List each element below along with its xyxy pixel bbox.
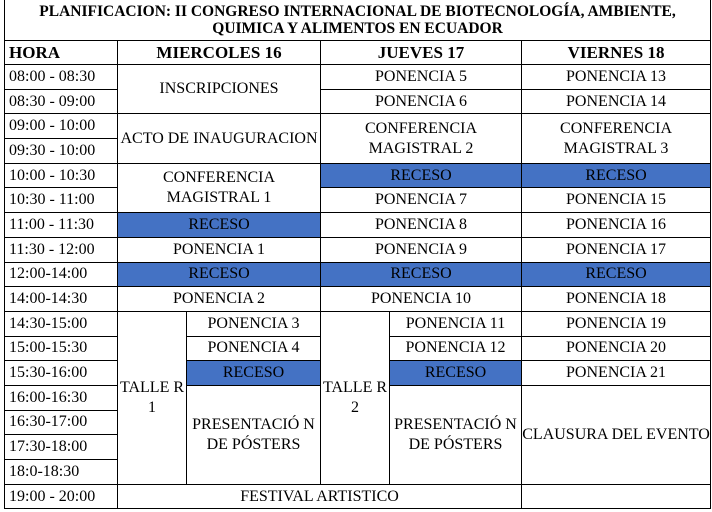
taller-cell: TALLE R 1 [118, 311, 187, 484]
time-cell: 10:30 - 11:00 [5, 188, 118, 213]
time-cell: 09:30 - 10:00 [5, 139, 118, 164]
event-cell: PONENCIA 1 [118, 237, 321, 262]
event-cell: PONENCIA 2 [118, 287, 321, 312]
event-cell: PONENCIA 18 [522, 287, 711, 312]
posters-cell: PRESENTACIÓ N DE PÓSTERS [390, 385, 522, 484]
event-cell: PONENCIA 4 [187, 336, 321, 361]
event-cell: CONFERENCIA MAGISTRAL 2 [321, 114, 522, 163]
time-cell: 08:30 - 09:00 [5, 89, 118, 114]
header-hora: HORA [5, 41, 118, 65]
receso-cell: RECESO [321, 262, 522, 287]
event-cell: PONENCIA 15 [522, 188, 711, 213]
time-cell: 14:00-14:30 [5, 287, 118, 312]
event-cell: PONENCIA 3 [187, 311, 321, 336]
event-cell: ACTO DE INAUGURACION [118, 114, 321, 163]
receso-cell: RECESO [522, 163, 711, 188]
event-cell: PONENCIA 13 [522, 65, 711, 90]
receso-cell: RECESO [522, 262, 711, 287]
page-title: PLANIFICACION: II CONGRESO INTERNACIONAL DE BIOTECNOLOGÍA, AMBIENTE, QUIMICA Y ALIMENTOS EN ECUADOR [5, 0, 711, 41]
time-cell: 15:00-15:30 [5, 336, 118, 361]
posters-cell: PRESENTACIÓ N DE PÓSTERS [187, 385, 321, 484]
event-cell: PONENCIA 20 [522, 336, 711, 361]
event-cell: PONENCIA 10 [321, 287, 522, 312]
event-cell: CONFERENCIA MAGISTRAL 3 [522, 114, 711, 163]
event-cell: PONENCIA 16 [522, 213, 711, 238]
event-cell: PONENCIA 12 [390, 336, 522, 361]
event-cell: PONENCIA 7 [321, 188, 522, 213]
time-cell: 11:30 - 12:00 [5, 237, 118, 262]
festival-cell: FESTIVAL ARTISTICO [118, 484, 522, 509]
event-cell: PONENCIA 6 [321, 89, 522, 114]
empty-cell [522, 484, 711, 509]
time-cell: 08:00 - 08:30 [5, 65, 118, 90]
time-cell: 12:00-14:00 [5, 262, 118, 287]
time-cell: 18:0-18:30 [5, 460, 118, 485]
event-cell: PONENCIA 19 [522, 311, 711, 336]
event-cell: INSCRIPCIONES [118, 65, 321, 114]
header-miercoles: MIERCOLES 16 [118, 41, 321, 65]
time-cell: 14:30-15:00 [5, 311, 118, 336]
event-cell: PONENCIA 14 [522, 89, 711, 114]
time-cell: 15:30-16:00 [5, 361, 118, 386]
event-cell: CONFERENCIA MAGISTRAL 1 [118, 163, 321, 212]
receso-cell: RECESO [118, 213, 321, 238]
event-cell: PONENCIA 9 [321, 237, 522, 262]
event-cell: PONENCIA 21 [522, 361, 711, 386]
time-cell: 16:00-16:30 [5, 385, 118, 410]
receso-cell: RECESO [390, 361, 522, 386]
time-cell: 16:30-17:00 [5, 410, 118, 435]
schedule-table [4, 0, 711, 509]
time-cell: 10:00 - 10:30 [5, 163, 118, 188]
event-cell: PONENCIA 8 [321, 213, 522, 238]
event-cell: PONENCIA 17 [522, 237, 711, 262]
header-viernes: VIERNES 18 [522, 41, 711, 65]
clausura-cell: CLAUSURA DEL EVENTO [522, 385, 711, 484]
header-jueves: JUEVES 17 [321, 41, 522, 65]
time-cell: 17:30-18:00 [5, 435, 118, 460]
time-cell: 19:00 - 20:00 [5, 484, 118, 509]
event-cell: PONENCIA 11 [390, 311, 522, 336]
receso-cell: RECESO [187, 361, 321, 386]
time-cell: 09:00 - 10:00 [5, 114, 118, 139]
time-cell: 11:00 - 11:30 [5, 213, 118, 238]
taller-cell: TALLE R 2 [321, 311, 390, 484]
receso-cell: RECESO [118, 262, 321, 287]
event-cell: PONENCIA 5 [321, 65, 522, 90]
receso-cell: RECESO [321, 163, 522, 188]
